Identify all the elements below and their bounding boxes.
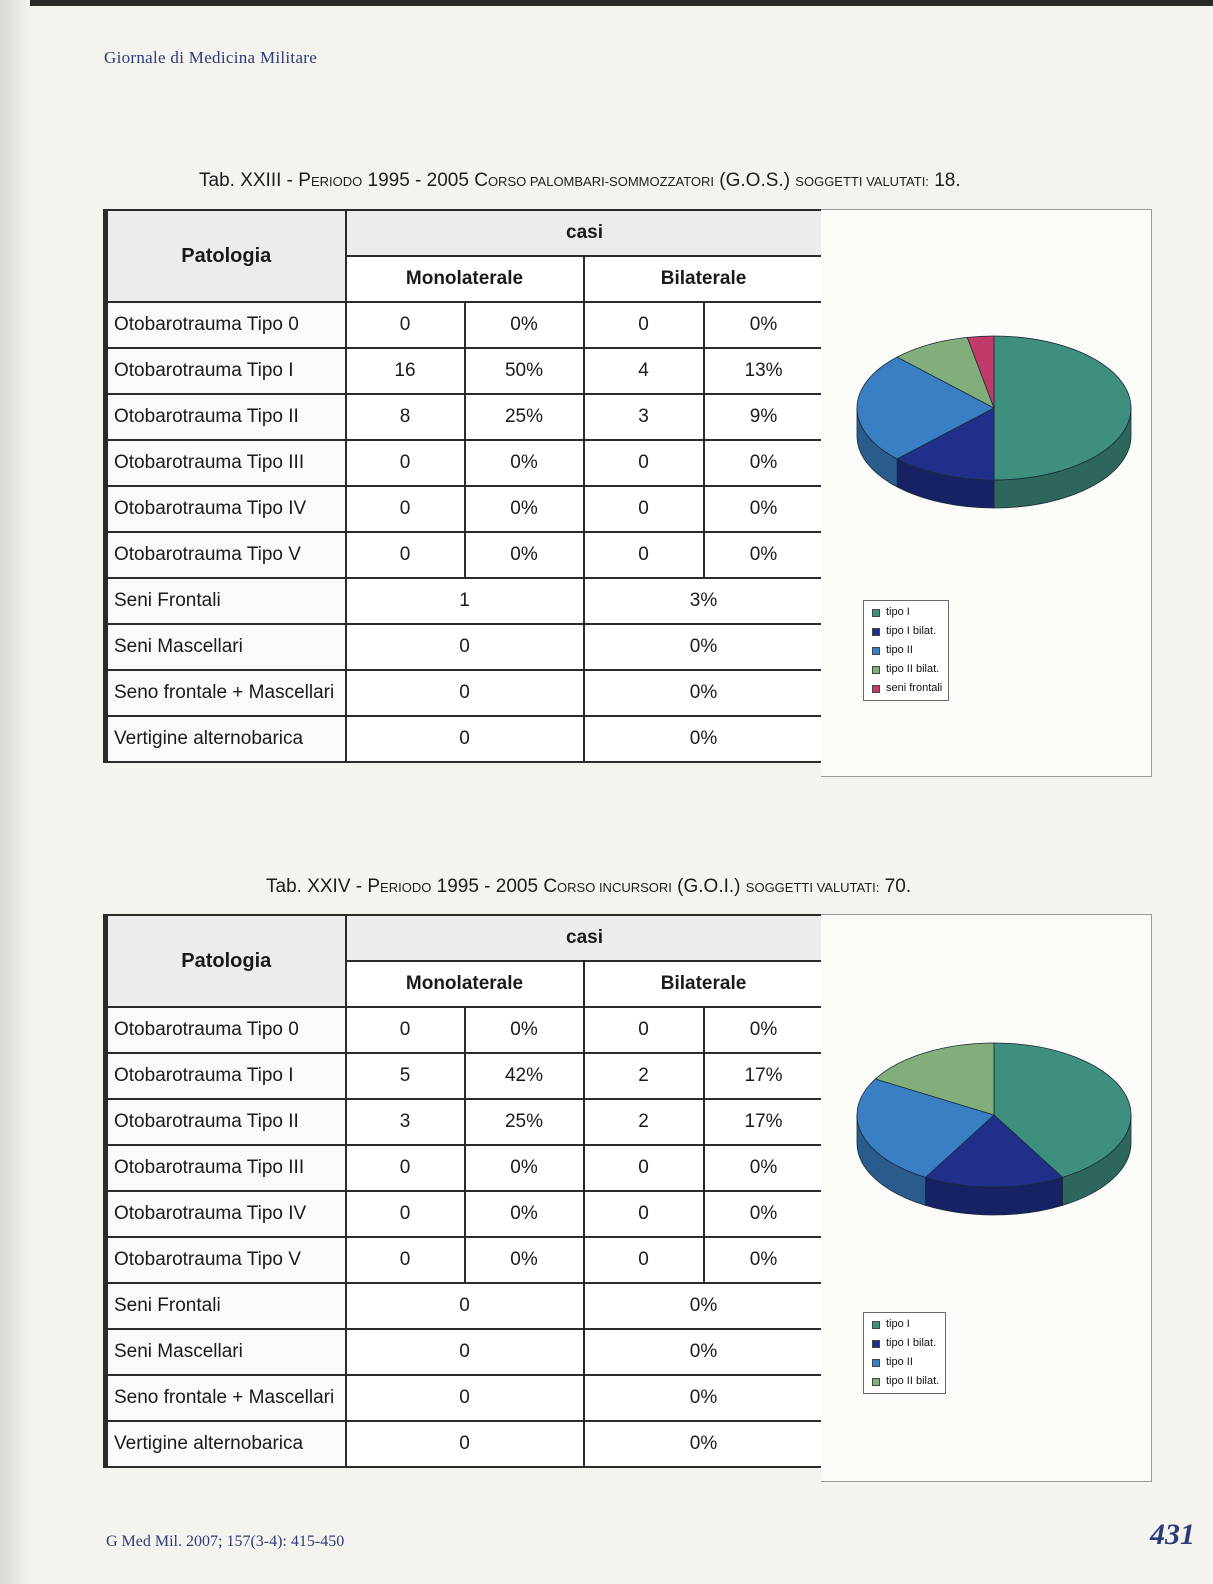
count: 0 — [346, 716, 584, 762]
mono-percent: 42% — [465, 1053, 584, 1099]
legend-swatch — [872, 628, 880, 636]
caption-part: 18. — [928, 170, 961, 191]
count: 0 — [346, 670, 584, 716]
table-caption-xxiv — [266, 876, 911, 898]
page-number: 431 — [1150, 1518, 1195, 1551]
percent: 0% — [584, 1283, 824, 1329]
bil-count: 0 — [584, 1007, 704, 1053]
mono-count: 0 — [346, 486, 465, 532]
caption-part: 1995 - 2005 C — [431, 876, 558, 897]
count: 0 — [346, 1421, 584, 1467]
bil-count: 2 — [584, 1053, 704, 1099]
row-label: Vertigine alternobarica — [106, 1421, 346, 1467]
bil-percent: 17% — [704, 1099, 824, 1145]
pie-chart-panel-xxiii — [821, 209, 1152, 777]
legend-label: tipo I — [886, 606, 910, 618]
table-row — [106, 1329, 824, 1375]
header-bilaterale: Bilaterale — [584, 961, 824, 1007]
pie-chart-panel-xxiv — [821, 914, 1152, 1482]
row-label: Otobarotrauma Tipo 0 — [106, 302, 346, 348]
table-row — [106, 1053, 824, 1099]
row-label: Otobarotrauma Tipo II — [106, 1099, 346, 1145]
legend-item — [872, 622, 942, 641]
row-label: Seno frontale + Mascellari — [106, 670, 346, 716]
mono-count: 0 — [346, 1007, 465, 1053]
mono-percent: 0% — [465, 440, 584, 486]
legend-swatch — [872, 1340, 880, 1348]
table-row — [106, 1421, 824, 1467]
bil-count: 0 — [584, 486, 704, 532]
row-label: Seni Mascellari — [106, 624, 346, 670]
mono-percent: 0% — [465, 1145, 584, 1191]
table-row — [106, 486, 824, 532]
header-monolaterale: Monolaterale — [346, 961, 584, 1007]
bil-percent: 0% — [704, 486, 824, 532]
caption-smallcaps: SOGGETTI VALUTATI: — [745, 880, 880, 895]
table-row — [106, 1283, 824, 1329]
row-label: Otobarotrauma Tipo V — [106, 1237, 346, 1283]
percent: 0% — [584, 670, 824, 716]
legend-item — [872, 641, 942, 660]
count: 0 — [346, 1375, 584, 1421]
table-row — [106, 394, 824, 440]
caption-part: 70. — [879, 876, 912, 897]
bil-percent: 0% — [704, 1145, 824, 1191]
legend-label: tipo II bilat. — [886, 663, 940, 675]
row-label: Vertigine alternobarica — [106, 716, 346, 762]
table-row — [106, 302, 824, 348]
legend-item — [872, 1353, 939, 1372]
table-block-xxiv — [103, 914, 1151, 1482]
row-label: Seno frontale + Mascellari — [106, 1375, 346, 1421]
mono-percent: 0% — [465, 302, 584, 348]
legend-item — [872, 1334, 939, 1353]
mono-percent: 25% — [465, 394, 584, 440]
table-row — [106, 1191, 824, 1237]
bil-percent: 0% — [704, 1007, 824, 1053]
bil-count: 0 — [584, 1145, 704, 1191]
bil-count: 4 — [584, 348, 704, 394]
legend-swatch — [872, 1378, 880, 1386]
row-label: Otobarotrauma Tipo III — [106, 440, 346, 486]
bil-count: 0 — [584, 302, 704, 348]
bil-percent: 0% — [704, 532, 824, 578]
legend-item — [872, 603, 942, 622]
caption-part: (G.O.S.) — [714, 170, 796, 191]
mono-count: 8 — [346, 394, 465, 440]
row-label: Otobarotrauma Tipo I — [106, 348, 346, 394]
bil-count: 3 — [584, 394, 704, 440]
page-top-edge — [0, 0, 1213, 6]
journal-header: Giornale di Medicina Militare — [104, 48, 318, 67]
mono-count: 0 — [346, 302, 465, 348]
bil-count: 0 — [584, 1237, 704, 1283]
bil-percent: 0% — [704, 440, 824, 486]
percent: 0% — [584, 1329, 824, 1375]
bil-percent: 0% — [704, 302, 824, 348]
legend-label: tipo I — [886, 1318, 910, 1330]
mono-percent: 0% — [465, 1191, 584, 1237]
footer-citation: G Med Mil. 2007; 157(3-4): 415-450 — [106, 1533, 345, 1550]
caption-smallcaps: SOGGETTI VALUTATI: — [795, 174, 929, 189]
row-label: Otobarotrauma Tipo III — [106, 1145, 346, 1191]
table-row — [106, 532, 824, 578]
table-row — [106, 440, 824, 486]
legend-swatch — [872, 685, 880, 693]
legend-label: tipo II — [886, 644, 913, 656]
mono-percent: 0% — [465, 486, 584, 532]
bil-percent: 13% — [704, 348, 824, 394]
table-block-xxiii — [103, 209, 1151, 777]
caption-smallcaps: ORSO INCURSORI — [557, 880, 672, 895]
table-row — [106, 1007, 824, 1053]
legend-swatch — [872, 609, 880, 617]
row-label: Seni Mascellari — [106, 1329, 346, 1375]
caption-part: 1995 - 2005 C — [362, 170, 488, 191]
bil-percent: 0% — [704, 1237, 824, 1283]
table-row — [106, 1145, 824, 1191]
header-patologia: Patologia — [106, 915, 346, 1007]
count: 0 — [346, 624, 584, 670]
table-row — [106, 348, 824, 394]
mono-count: 16 — [346, 348, 465, 394]
row-label: Otobarotrauma Tipo I — [106, 1053, 346, 1099]
row-label: Seni Frontali — [106, 1283, 346, 1329]
caption-part: (G.O.I.) — [671, 876, 746, 897]
mono-percent: 0% — [465, 1007, 584, 1053]
bil-percent: 17% — [704, 1053, 824, 1099]
mono-count: 0 — [346, 1145, 465, 1191]
legend-item — [872, 1315, 939, 1334]
bil-count: 0 — [584, 440, 704, 486]
header-monolaterale: Monolaterale — [346, 256, 584, 302]
pie-chart-xxiv — [821, 915, 1151, 1481]
bil-percent: 0% — [704, 1191, 824, 1237]
legend-item — [872, 660, 942, 679]
percent: 3% — [584, 578, 824, 624]
row-label: Seni Frontali — [106, 578, 346, 624]
header-casi: casi — [346, 915, 824, 961]
caption-part: Tab. XXIV - P — [266, 876, 381, 897]
percent: 0% — [584, 1421, 824, 1467]
row-label: Otobarotrauma Tipo IV — [106, 486, 346, 532]
mono-percent: 50% — [465, 348, 584, 394]
table-row — [106, 624, 824, 670]
bil-count: 0 — [584, 1191, 704, 1237]
legend-swatch — [872, 647, 880, 655]
page-gutter-shadow — [0, 0, 30, 1584]
bil-count: 0 — [584, 532, 704, 578]
chart-legend-xxiii — [863, 600, 949, 701]
mono-count: 0 — [346, 1237, 465, 1283]
count: 1 — [346, 578, 584, 624]
header-patologia: Patologia — [106, 210, 346, 302]
legend-item — [872, 679, 942, 698]
bil-percent: 9% — [704, 394, 824, 440]
caption-smallcaps: ERIODO — [380, 880, 432, 895]
header-bilaterale: Bilaterale — [584, 256, 824, 302]
table-row — [106, 670, 824, 716]
table-row — [106, 578, 824, 624]
table-row — [106, 716, 824, 762]
mono-count: 0 — [346, 532, 465, 578]
caption-part: Tab. XXIII - P — [199, 170, 311, 191]
count: 0 — [346, 1283, 584, 1329]
caption-smallcaps: ORSO PALOMBARI-SOMMOZZATORI — [487, 174, 715, 189]
mono-percent: 0% — [465, 1237, 584, 1283]
mono-count: 3 — [346, 1099, 465, 1145]
count: 0 — [346, 1329, 584, 1375]
percent: 0% — [584, 716, 824, 762]
mono-percent: 25% — [465, 1099, 584, 1145]
legend-swatch — [872, 1321, 880, 1329]
legend-label: seni frontali — [886, 682, 943, 694]
data-table-xxiv — [103, 914, 825, 1468]
mono-count: 5 — [346, 1053, 465, 1099]
legend-label: tipo II bilat. — [886, 1375, 940, 1387]
row-label: Otobarotrauma Tipo 0 — [106, 1007, 346, 1053]
legend-swatch — [872, 666, 880, 674]
legend-label: tipo I bilat. — [886, 625, 937, 637]
mono-percent: 0% — [465, 532, 584, 578]
data-table-xxiii — [103, 209, 825, 763]
bil-count: 2 — [584, 1099, 704, 1145]
mono-count: 0 — [346, 1191, 465, 1237]
table-caption-xxiii — [199, 170, 961, 192]
legend-label: tipo I bilat. — [886, 1337, 937, 1349]
legend-item — [872, 1372, 939, 1391]
percent: 0% — [584, 1375, 824, 1421]
mono-count: 0 — [346, 440, 465, 486]
table-row — [106, 1099, 824, 1145]
legend-swatch — [872, 1359, 880, 1367]
percent: 0% — [584, 624, 824, 670]
row-label: Otobarotrauma Tipo IV — [106, 1191, 346, 1237]
chart-legend-xxiv — [863, 1312, 946, 1394]
table-row — [106, 1237, 824, 1283]
header-casi: casi — [346, 210, 824, 256]
table-row — [106, 1375, 824, 1421]
row-label: Otobarotrauma Tipo II — [106, 394, 346, 440]
row-label: Otobarotrauma Tipo V — [106, 532, 346, 578]
caption-smallcaps: ERIODO — [310, 174, 363, 189]
legend-label: tipo II — [886, 1356, 913, 1368]
